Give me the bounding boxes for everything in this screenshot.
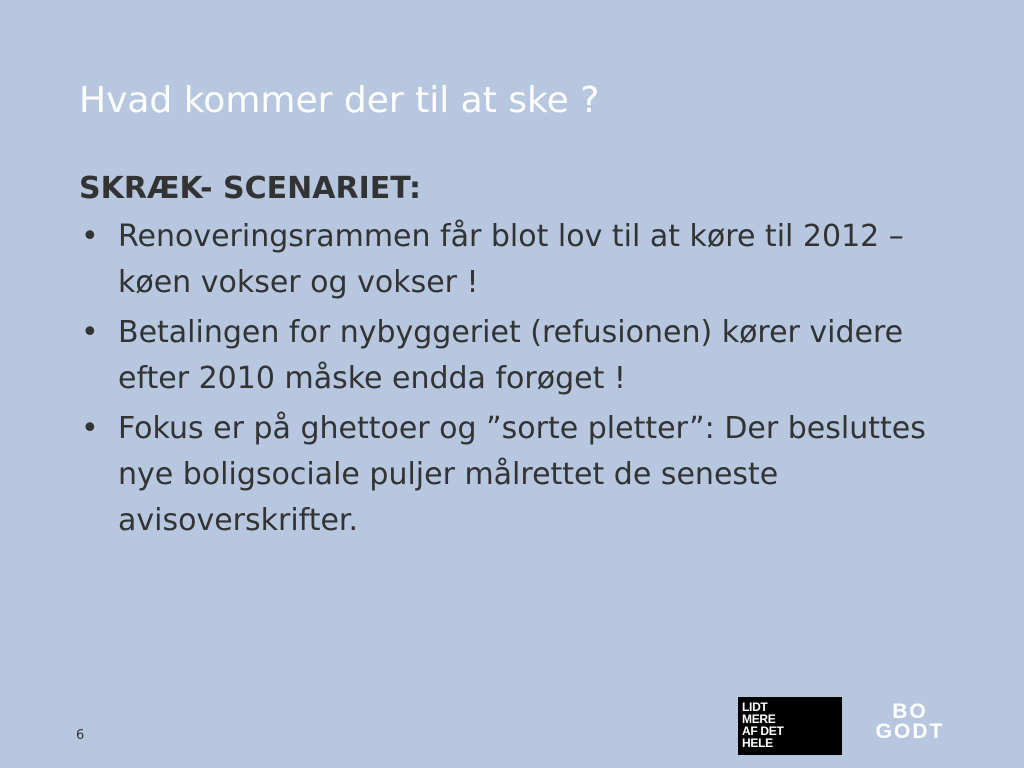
bullet-item [79,310,929,402]
logo-line: HELE [742,736,773,750]
bullet-text: Fokus er på ghettoer og ”sorte pletter”: Der besluttes nye boligsociale puljer målrettet de seneste avisoverskrifter. [118,411,926,538]
bullet-text: Renoveringsrammen får blot lov til at køre til 2012 – køen vokser og vokser ! [118,219,904,300]
page-number: 6 [76,728,85,743]
logo-line: BO [892,700,928,723]
slide-content [79,166,929,548]
logo-line: AF DET [742,724,784,738]
bo-godt-logo [864,702,956,742]
bullet-marker: • [81,411,99,446]
lidt-mere-af-det-hele-logo [738,697,842,755]
bullet-list [79,214,929,544]
section-heading: SKRÆK- SCENARIET: [79,171,422,206]
logo-line: LIDT [742,700,768,714]
logo-line: GODT [875,720,945,743]
bullet-item [79,406,929,544]
bullet-text: Betalingen for nybyggeriet (refusionen) kører videre efter 2010 måske endda forøget ! [118,315,904,396]
bullet-marker: • [81,219,99,254]
bullet-marker: • [81,315,99,350]
logo-line: MERE [742,712,776,726]
bullet-item [79,214,929,306]
slide-title: Hvad kommer der til at ske ? [79,80,600,121]
